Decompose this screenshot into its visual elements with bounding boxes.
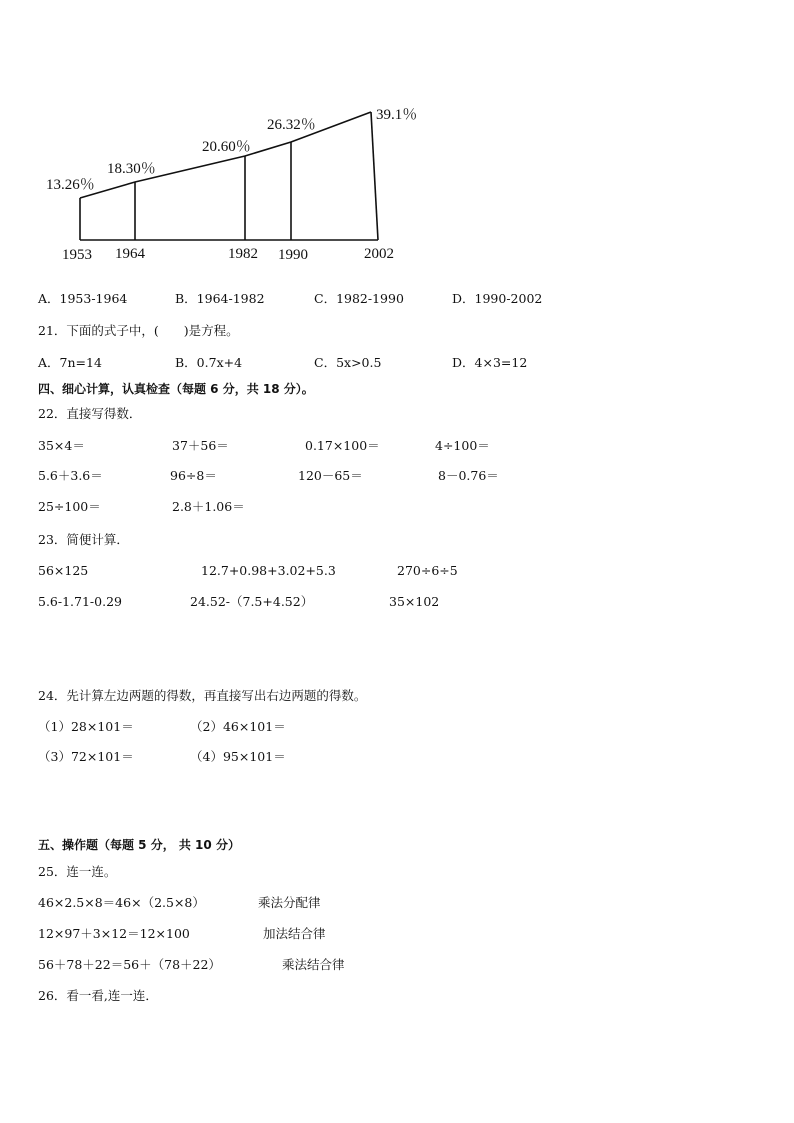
q24-item: （1）28×101＝ bbox=[38, 719, 134, 734]
q25-right-item: 加法结合律 bbox=[263, 926, 326, 941]
q23-item: 56×125 bbox=[38, 563, 89, 578]
q22-item: 37＋56＝ bbox=[172, 438, 229, 453]
percent-label: 13.26％ bbox=[46, 177, 95, 193]
percent-label: 39.1％ bbox=[376, 107, 418, 123]
q23-stem: 23．简便计算． bbox=[38, 532, 129, 547]
q23-item: 270÷6÷5 bbox=[397, 563, 458, 578]
q23-item: 35×102 bbox=[389, 594, 440, 609]
figure-trend-line bbox=[80, 112, 371, 198]
q20-option-d: D．1990-2002 bbox=[452, 291, 543, 306]
section-4-title: 四、细心计算，认真检查（每题 6 分，共 18 分）。 bbox=[38, 382, 314, 396]
q24-item: （2）46×101＝ bbox=[190, 719, 286, 734]
q26-stem: 26．看一看,连一连． bbox=[38, 988, 158, 1003]
q24-item: （4）95×101＝ bbox=[190, 749, 286, 764]
q21-option-b: B．0.7x+4 bbox=[175, 355, 243, 370]
growth-figure bbox=[30, 100, 450, 270]
year-label: 1953 bbox=[62, 247, 92, 263]
q22-item: 2.8＋1.06＝ bbox=[172, 499, 245, 514]
year-label: 1982 bbox=[228, 246, 258, 262]
q25-right-item: 乘法结合律 bbox=[282, 957, 345, 972]
q25-right-item: 乘法分配律 bbox=[258, 895, 321, 910]
q21-stem: 21．下面的式子中，( )是方程。 bbox=[38, 323, 239, 338]
figure-vertical-2002 bbox=[371, 112, 378, 240]
year-label: 1964 bbox=[115, 246, 145, 262]
q23-item: 5.6-1.71-0.29 bbox=[38, 594, 122, 609]
q22-item: 120－65＝ bbox=[298, 468, 363, 483]
q23-item: 12.7+0.98+3.02+5.3 bbox=[201, 563, 336, 578]
q21-option-d: D．4×3=12 bbox=[452, 355, 528, 370]
percent-label: 20.60％ bbox=[202, 139, 251, 155]
q22-item: 35×4＝ bbox=[38, 438, 85, 453]
q22-item: 4÷100＝ bbox=[435, 438, 490, 453]
percent-label: 26.32％ bbox=[267, 117, 316, 133]
percent-label: 18.30％ bbox=[107, 161, 156, 177]
q22-item: 8－0.76＝ bbox=[438, 468, 499, 483]
q22-item: 0.17×100＝ bbox=[305, 438, 380, 453]
q21-option-c: C．5x>0.5 bbox=[314, 355, 382, 370]
q25-left-item: 12×97＋3×12＝12×100 bbox=[38, 926, 190, 941]
year-label: 1990 bbox=[278, 247, 308, 263]
q25-left-item: 56＋78＋22＝56＋（78＋22） bbox=[38, 957, 221, 972]
year-label: 2002 bbox=[364, 246, 394, 262]
q20-option-a: A．1953-1964 bbox=[38, 291, 128, 306]
q24-item: （3）72×101＝ bbox=[38, 749, 134, 764]
q22-item: 25÷100＝ bbox=[38, 499, 101, 514]
q22-stem: 22．直接写得数． bbox=[38, 406, 142, 421]
q24-stem: 24．先计算左边两题的得数，再直接写出右边两题的得数。 bbox=[38, 688, 367, 703]
q23-item: 24.52-（7.5+4.52） bbox=[190, 594, 314, 609]
q21-option-a: A．7n=14 bbox=[38, 355, 102, 370]
q25-stem: 25．连一连。 bbox=[38, 864, 117, 879]
q22-item: 5.6＋3.6＝ bbox=[38, 468, 103, 483]
section-5-title: 五、操作题（每题 5 分， 共 10 分） bbox=[38, 838, 240, 852]
q20-option-c: C．1982-1990 bbox=[314, 291, 404, 306]
figure-svg bbox=[30, 100, 450, 270]
q22-item: 96÷8＝ bbox=[170, 468, 217, 483]
q20-option-b: B．1964-1982 bbox=[175, 291, 265, 306]
q25-left-item: 46×2.5×8＝46×（2.5×8） bbox=[38, 895, 205, 910]
